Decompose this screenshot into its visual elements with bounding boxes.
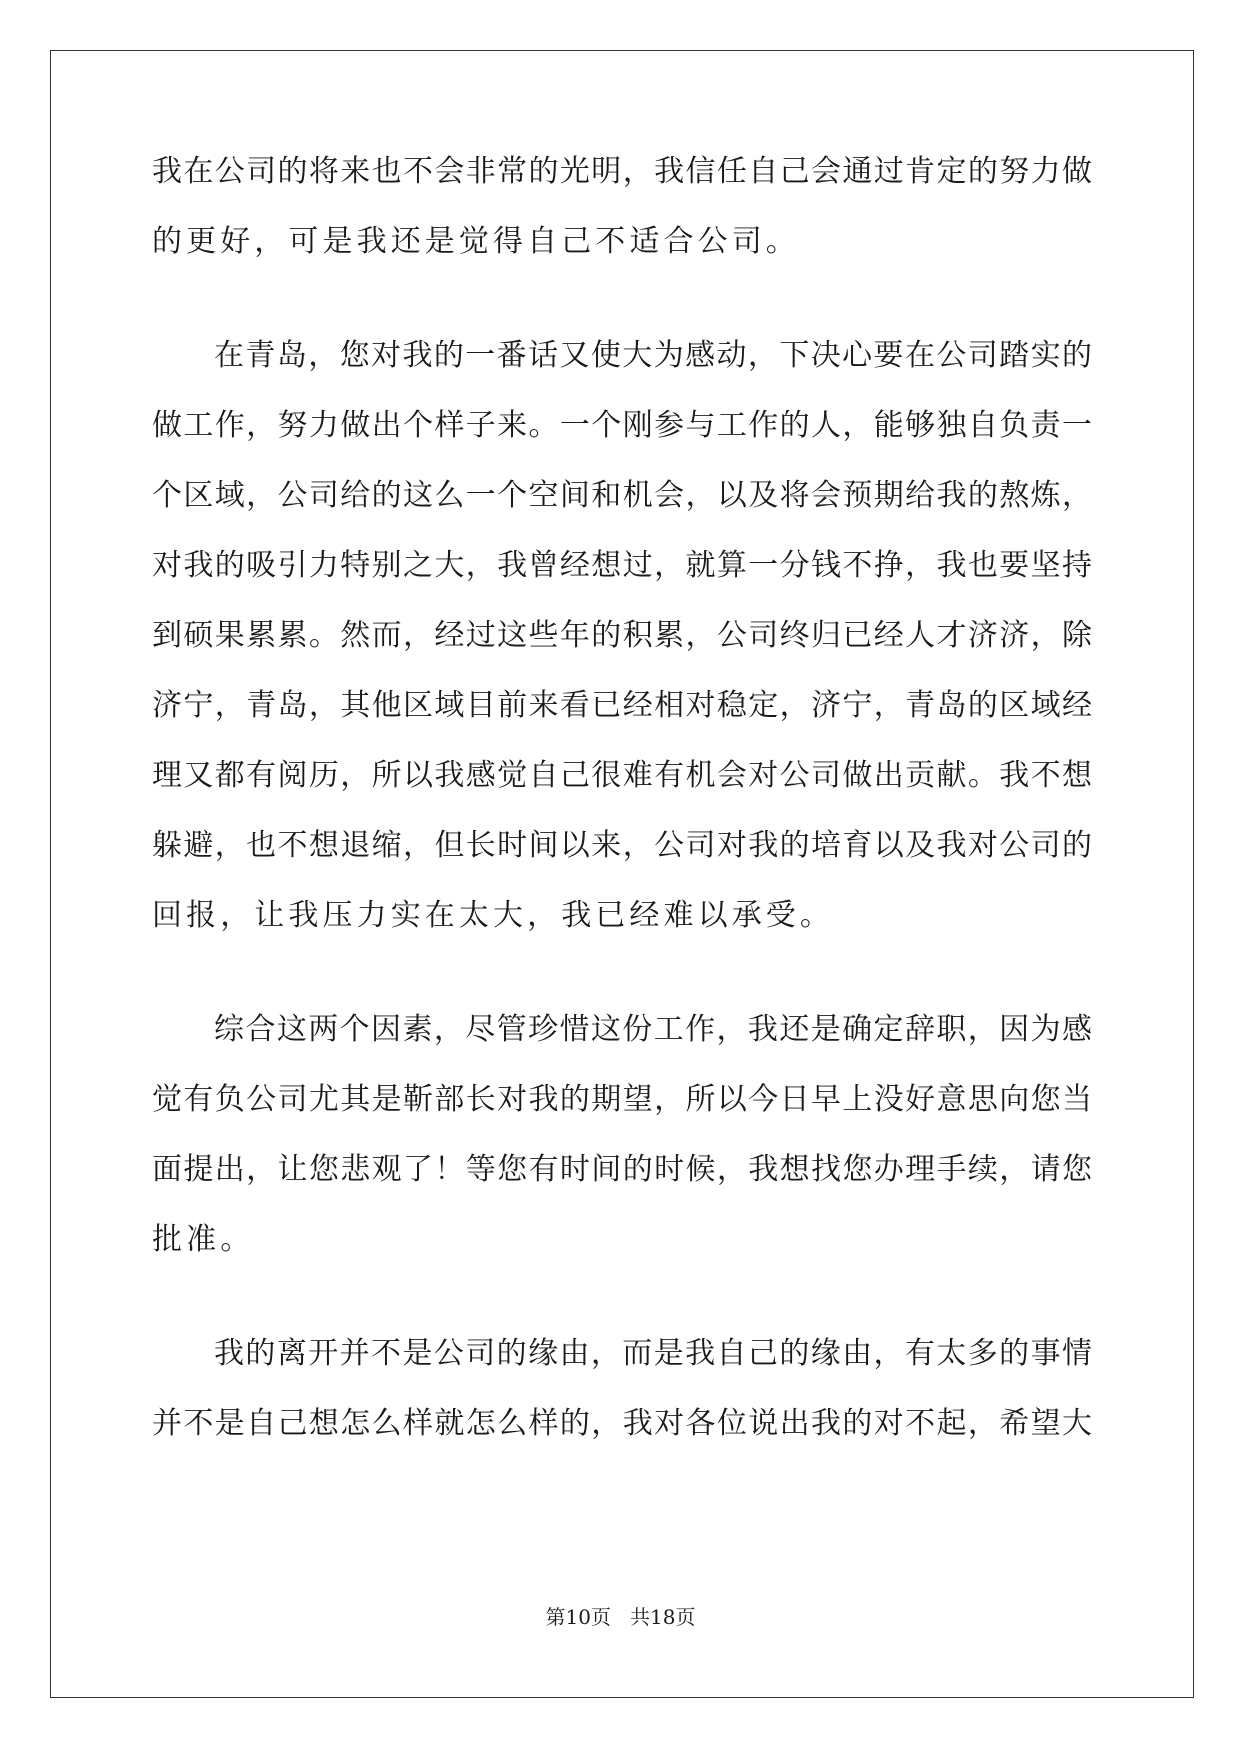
text-line: 个区域，公司给的这么一个空间和机会，以及将会预期给我的熬炼，: [152, 478, 1092, 513]
text-line: 我在公司的将来也不会非常的光明，我信任自己会通过肯定的努力做: [152, 154, 1092, 189]
text-line: 综合这两个因素，尽管珍惜这份工作，我还是确定辞职，因为感: [214, 1012, 1092, 1047]
text-line: 批准。: [152, 1222, 255, 1257]
text-line: 觉有负公司尤其是靳部长对我的期望，所以今日早上没好意思向您当: [152, 1082, 1092, 1117]
text-line: 对我的吸引力特别之大，我曾经想过，就算一分钱不挣，我也要坚持: [152, 548, 1092, 583]
text-line: 在青岛，您对我的一番话又使大为感动，下决心要在公司踏实的: [214, 338, 1092, 373]
text-line: 到硕果累累。然而，经过这些年的积累，公司终归已经人才济济，除: [152, 618, 1092, 653]
text-line: 的更好，可是我还是觉得自己不适合公司。: [152, 224, 800, 259]
text-line: 回报，让我压力实在太大，我已经难以承受。: [152, 898, 834, 933]
text-line: 做工作，努力做出个样子来。一个刚参与工作的人，能够独自负责一: [152, 408, 1092, 443]
page-footer: [0, 1604, 1241, 1630]
text-line: 我的离开并不是公司的缘由，而是我自己的缘由，有太多的事情: [214, 1336, 1092, 1371]
text-line: 躲避，也不想退缩，但长时间以来，公司对我的培育以及我对公司的: [152, 828, 1092, 863]
text-line: 面提出，让您悲观了！等您有时间的时候，我想找您办理手续，请您: [152, 1152, 1092, 1187]
page-number: 第10页: [545, 1605, 611, 1629]
page-total: 共18页: [630, 1605, 696, 1629]
text-line: 并不是自己想怎么样就怎么样的，我对各位说出我的对不起，希望大: [152, 1406, 1092, 1441]
page-border: [50, 50, 1194, 1698]
text-line: 理又都有阅历，所以我感觉自己很难有机会对公司做出贡献。我不想: [152, 758, 1092, 793]
text-line: 济宁，青岛，其他区域目前来看已经相对稳定，济宁，青岛的区域经: [152, 688, 1092, 723]
